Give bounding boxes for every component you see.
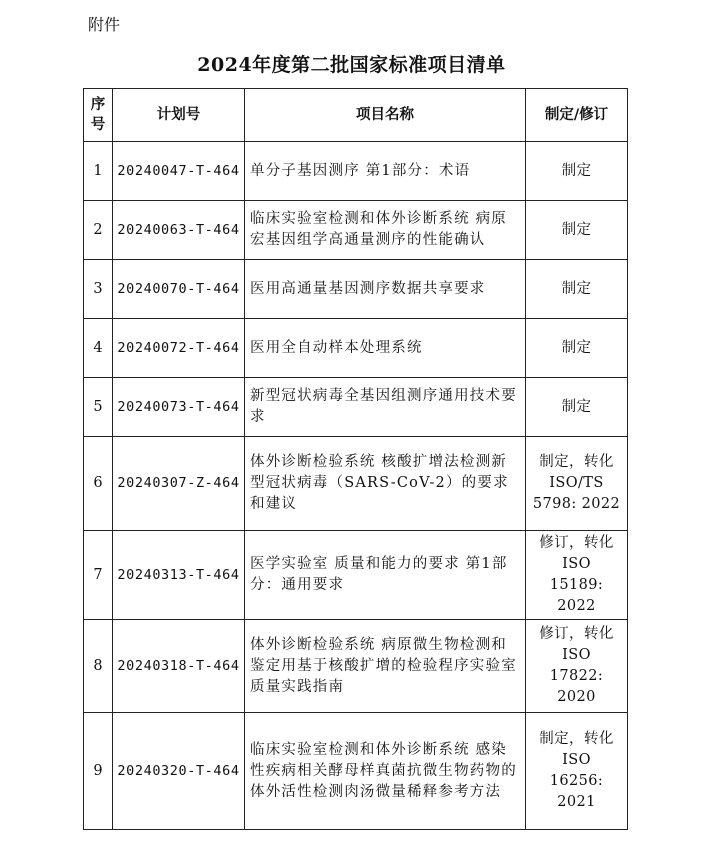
row-plan-no: 20240070-T-464 <box>113 260 245 319</box>
row-project-name: 医学实验室 质量和能力的要求 第1部分：通用要求 <box>245 531 526 620</box>
row-type <box>526 620 628 713</box>
table-row <box>84 620 628 713</box>
row-type-line: 修订，转化 <box>539 626 614 642</box>
row-project-name: 单分子基因测序 第1部分：术语 <box>245 142 526 201</box>
row-seq: 9 <box>84 713 113 830</box>
row-seq: 2 <box>84 201 113 260</box>
row-project-name: 体外诊断检验系统 核酸扩增法检测新型冠状病毒（SARS-CoV-2）的要求和建议 <box>245 437 526 531</box>
row-type-line: ISO/TS <box>549 475 604 491</box>
row-type <box>526 142 628 201</box>
table-row <box>84 437 628 531</box>
row-type-line: 修订，转化 <box>539 535 614 551</box>
row-type <box>526 260 628 319</box>
row-type <box>526 201 628 260</box>
row-type-line: 制定 <box>561 339 592 356</box>
row-type-line: ISO <box>562 752 591 768</box>
row-type <box>526 378 628 437</box>
row-seq: 8 <box>84 620 113 713</box>
row-type <box>526 437 628 531</box>
table-row <box>84 378 628 437</box>
row-type-line: 制定 <box>561 221 592 238</box>
header-plan-no: 计划号 <box>113 89 245 142</box>
row-type-line: 15189: 2022 <box>549 577 604 614</box>
row-seq: 7 <box>84 531 113 620</box>
row-type-line: 17822: 2020 <box>549 668 604 705</box>
row-seq: 4 <box>84 319 113 378</box>
row-type-line: 16256: 2021 <box>549 773 604 810</box>
row-type-line: 制定 <box>561 280 592 297</box>
header-type: 制定/修订 <box>526 89 628 142</box>
table-row <box>84 319 628 378</box>
row-seq: 6 <box>84 437 113 531</box>
standards-table <box>83 88 628 830</box>
table-row <box>84 713 628 830</box>
row-plan-no: 20240318-T-464 <box>113 620 245 713</box>
row-seq: 3 <box>84 260 113 319</box>
attachment-label: 附件 <box>88 15 121 34</box>
row-type-line: 制定，转化 <box>539 731 614 747</box>
row-type <box>526 319 628 378</box>
row-type-line: 制定 <box>561 398 592 415</box>
row-plan-no: 20240047-T-464 <box>113 142 245 201</box>
table-row <box>84 260 628 319</box>
row-type-line: 制定，转化 <box>539 454 614 470</box>
row-seq: 5 <box>84 378 113 437</box>
table-row <box>84 531 628 620</box>
row-project-name: 体外诊断检验系统 病原微生物检测和鉴定用基于核酸扩增的检验程序实验室质量实践指南 <box>245 620 526 713</box>
row-project-name: 临床实验室检测和体外诊断系统 病原宏基因组学高通量测序的性能确认 <box>245 201 526 260</box>
table-header-row <box>84 89 628 142</box>
row-plan-no: 20240320-T-464 <box>113 713 245 830</box>
row-plan-no: 20240073-T-464 <box>113 378 245 437</box>
row-type <box>526 713 628 830</box>
document-title: 2024年度第二批国家标准项目清单 <box>197 54 506 76</box>
row-type-line: ISO <box>562 647 591 663</box>
table-row <box>84 201 628 260</box>
row-plan-no: 20240313-T-464 <box>113 531 245 620</box>
row-project-name: 医用全自动样本处理系统 <box>245 319 526 378</box>
row-project-name: 医用高通量基因测序数据共享要求 <box>245 260 526 319</box>
row-type-line: ISO <box>562 556 591 572</box>
row-project-name: 临床实验室检测和体外诊断系统 感染性疾病相关酵母样真菌抗微生物药物的体外活性检测肉汤微量稀释参考方法 <box>245 713 526 830</box>
header-seq: 序号 <box>84 89 113 142</box>
row-type-line: 5798: 2022 <box>532 496 621 512</box>
header-project-name: 项目名称 <box>245 89 526 142</box>
row-plan-no: 20240063-T-464 <box>113 201 245 260</box>
row-project-name: 新型冠状病毒全基因组测序通用技术要求 <box>245 378 526 437</box>
row-type-line: 制定 <box>561 162 592 179</box>
row-plan-no: 20240072-T-464 <box>113 319 245 378</box>
row-type <box>526 531 628 620</box>
table-row <box>84 142 628 201</box>
row-seq: 1 <box>84 142 113 201</box>
row-plan-no: 20240307-Z-464 <box>113 437 245 531</box>
